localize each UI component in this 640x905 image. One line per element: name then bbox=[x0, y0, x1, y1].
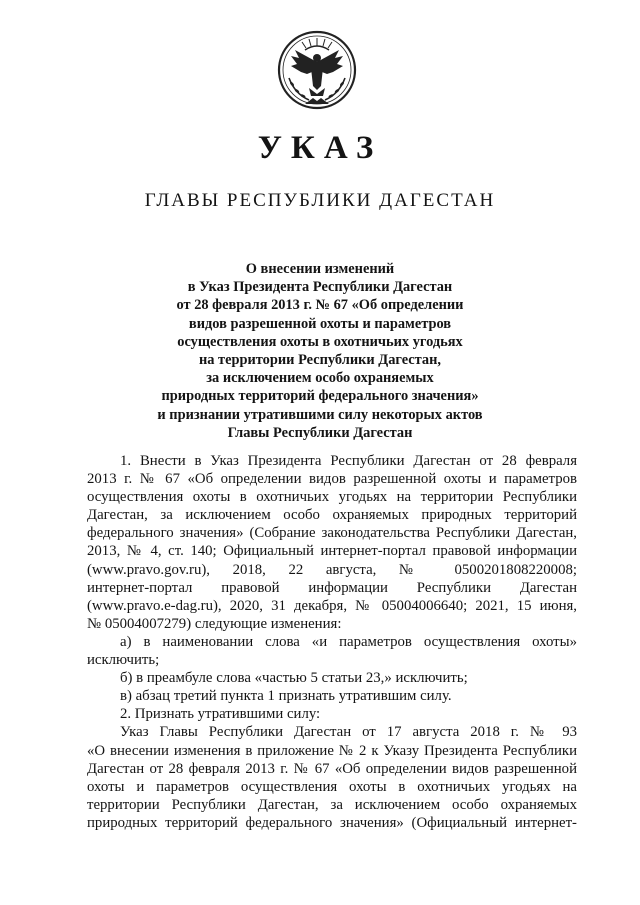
body-line: 2013, № 4, ст. 140; Официальный интернет-портал правовой информации bbox=[87, 543, 577, 560]
body-line: Дагестан от 28 февраля 2013 г. № 67 «Об определении видов разрешенной bbox=[87, 760, 577, 777]
heading-line: природных территорий федерального значения» bbox=[161, 388, 479, 405]
body-line: (www.pravo.e-dag.ru), 2020, 31 декабря, № 05004006640; 2021, 15 июня, bbox=[87, 597, 577, 614]
body-line: 2013 г. № 67 «Об определении видов разрешенной охоты и параметров bbox=[87, 471, 577, 488]
body-line: территории Республики Дагестан, за исключением особо охраняемых bbox=[87, 796, 577, 813]
body-line: б) в преамбуле слова «частью 5 статьи 23,» исключить; bbox=[120, 670, 468, 687]
body-line: Дагестан, за исключением особо охраняемых природных территорий bbox=[87, 507, 577, 524]
body-line: «О внесении изменения в приложение № 2 к Указу Президента Республики bbox=[87, 742, 577, 759]
body-line: природных территорий федерального значения» (Официальный интернет- bbox=[87, 814, 577, 831]
document-title: УКАЗ bbox=[257, 130, 383, 166]
body-line: 2. Признать утратившими силу: bbox=[120, 706, 321, 723]
decree-body bbox=[87, 452, 577, 832]
heading-line: видов разрешенной охоты и параметров bbox=[188, 315, 452, 332]
heading-line: за исключением особо охраняемых bbox=[206, 370, 434, 387]
body-line: а) в наименовании слова «и параметров осуществления охоты» bbox=[120, 633, 577, 650]
heading-line: от 28 февраля 2013 г. № 67 «Об определении bbox=[176, 297, 464, 314]
document-subtitle: ГЛАВЫ РЕСПУБЛИКИ ДАГЕСТАН bbox=[144, 190, 496, 211]
body-line: 1. Внести в Указ Президента Республики Дагестан от 28 февраля bbox=[120, 453, 577, 469]
heading-line: и признании утратившими силу некоторых актов bbox=[157, 406, 483, 423]
body-line: интернет-портал правовой информации Республики Дагестан bbox=[87, 579, 577, 596]
body-line: федерального значения» (Собрание законодательства Республики Дагестан, bbox=[87, 525, 577, 542]
body-line: исключить; bbox=[87, 652, 160, 669]
body-line: Указ Главы Республики Дагестан от 17 августа 2018 г. № 93 bbox=[120, 724, 577, 741]
heading-line: осуществления охоты в охотничьих угодьях bbox=[177, 333, 463, 350]
body-line: № 05004007279) следующие изменения: bbox=[87, 615, 342, 632]
heading-line: на территории Республики Дагестан, bbox=[198, 352, 442, 369]
body-line: в) абзац третий пункта 1 признать утратившим силу. bbox=[120, 688, 452, 705]
coat-of-arms-emblem bbox=[275, 28, 359, 112]
heading-line: в Указ Президента Республики Дагестан bbox=[187, 279, 453, 296]
body-line: осуществления охоты в охотничьих угодьях на территории Республики bbox=[87, 489, 577, 506]
heading-line: О внесении изменений bbox=[245, 261, 395, 277]
body-line: охоты и параметров осуществления охоты в охотничьих угодьях на bbox=[87, 778, 577, 795]
body-line: (www.pravo.gov.ru), 2018, 22 августа, № 0500201808220008; bbox=[87, 561, 577, 578]
decree-heading bbox=[100, 260, 540, 442]
heading-line: Главы Республики Дагестан bbox=[227, 424, 413, 441]
